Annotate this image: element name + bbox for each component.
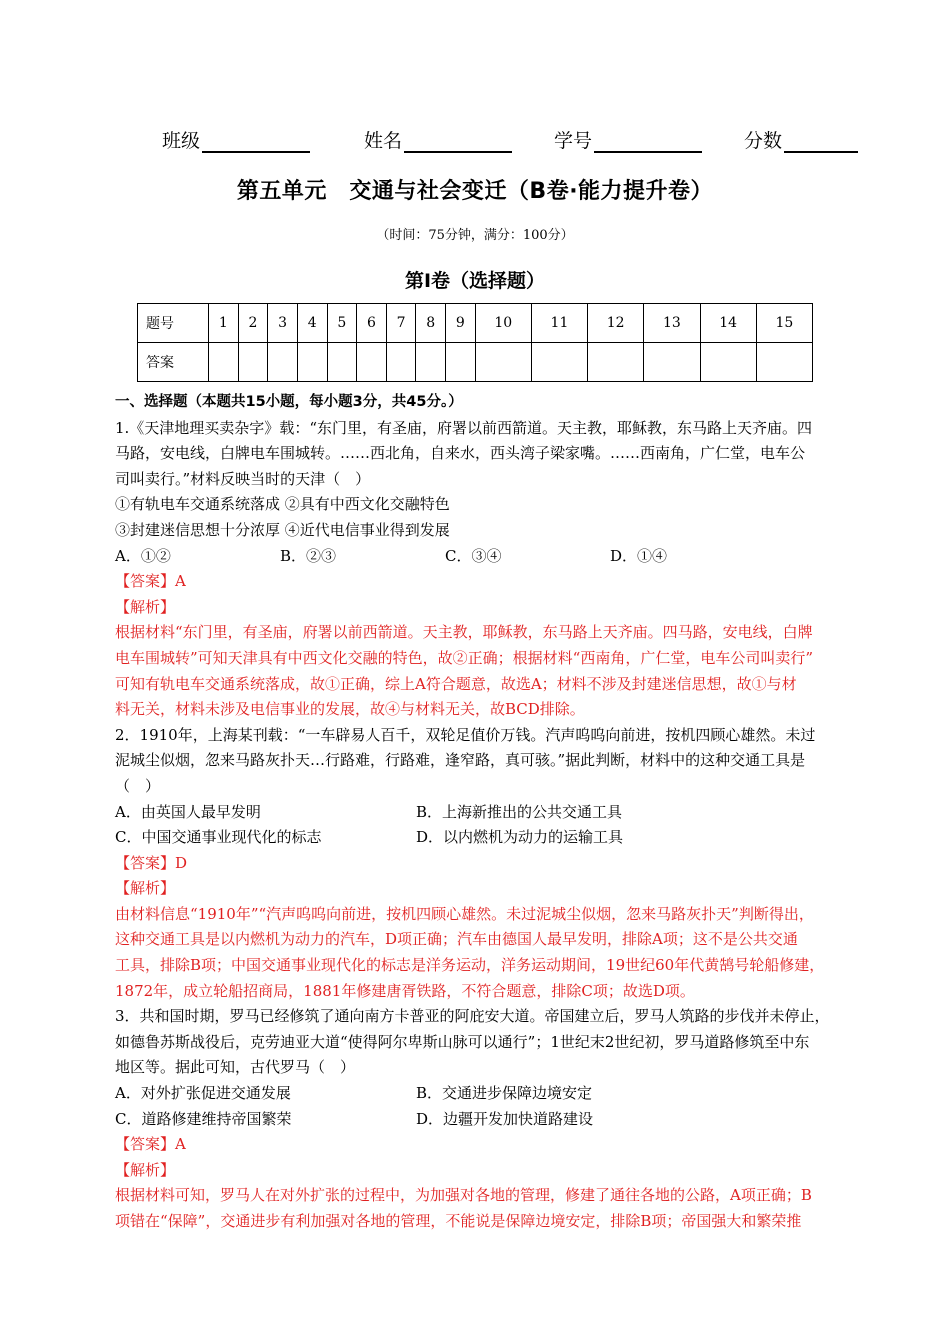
answer-cell[interactable] (700, 343, 756, 382)
option-c[interactable]: C．③④ (445, 546, 502, 565)
answer-options (115, 1107, 865, 1133)
analysis-line: 由材料信息“1910年”“汽声呜呜向前进，按机四顾心雄然。未过泥城尘似烟，忽来马路灰扑天”判断得出， (115, 904, 814, 923)
answer-cell[interactable] (644, 343, 700, 382)
option-a[interactable]: A．①② (115, 546, 171, 565)
answer-cell[interactable] (297, 343, 327, 382)
class-label: 班级 (162, 130, 201, 152)
question-number-cell: 8 (416, 304, 446, 343)
analysis-line: 根据材料“东门里，有圣庙，府署以前西箭道。天主教，耶稣教，东马路上天齐庙。四马路，安电线，白牌 (115, 623, 813, 642)
answer-key: 【答案】D (115, 853, 188, 872)
answer-cell[interactable] (209, 343, 239, 382)
question-number-cell: 6 (357, 304, 387, 343)
question-number-cell: 12 (588, 304, 644, 343)
question-number-cell: 5 (327, 304, 357, 343)
analysis-label: 【解析】 (115, 879, 176, 898)
answer-row (138, 343, 813, 382)
answer-options (115, 1081, 865, 1107)
statement-item: ③封建迷信思想十分浓厚 ④近代电信事业得到发展 (115, 520, 450, 539)
question-number-cell: 9 (446, 304, 476, 343)
option-b[interactable]: B．②③ (280, 546, 337, 565)
answer-cell[interactable] (756, 343, 812, 382)
answer-options (115, 800, 865, 826)
score-field[interactable] (744, 126, 858, 153)
question-2 (115, 723, 865, 1005)
answer-options (115, 825, 865, 851)
analysis-line: 这种交通工具是以内燃机为动力的汽车，D项正确；汽车由德国人最早发明，排除A项；这不是公共交通 (115, 930, 798, 949)
question-number-cell: 4 (297, 304, 327, 343)
analysis-label: 【解析】 (115, 597, 176, 616)
question-stem-line: 2．1910年，上海某刊载：“一车辟易人百千，双轮足值价万钱。汽声呜呜向前进，按机四顾心雄然。未过 (115, 725, 816, 744)
option-c[interactable]: C．中国交通事业现代化的标志 (115, 828, 322, 847)
answer-key: 【答案】A (115, 572, 186, 591)
question-stem-line: 泥城尘似烟，忽来马路灰扑天…行路难，行路难，逢窄路，真可骇。”据此判断，材料中的这种交通工具是 (115, 751, 806, 770)
question-number-row (138, 304, 813, 343)
question-number-cell: 7 (386, 304, 416, 343)
answer-cell[interactable] (475, 343, 531, 382)
answer-cell[interactable] (386, 343, 416, 382)
answer-row-label: 答案 (138, 343, 209, 382)
question-number-cell: 11 (531, 304, 587, 343)
score-label: 分数 (744, 130, 783, 152)
name-label: 姓名 (364, 130, 403, 152)
option-b[interactable]: B．交通进步保障边境安定 (416, 1084, 593, 1103)
question-1 (115, 416, 865, 723)
question-number-cell: 14 (700, 304, 756, 343)
question-stem-line: 司叫卖行。”材料反映当时的天津（ ） (115, 469, 371, 488)
analysis-line: 根据材料可知，罗马人在对外扩张的过程中，为加强对各地的管理，修建了通往各地的公路，A项正确；B (115, 1186, 812, 1205)
student-id-label: 学号 (554, 130, 593, 152)
part-heading: 一、选择题（本题共15小题，每小题3分，共45分。） (115, 394, 463, 410)
option-a[interactable]: A．对外扩张促进交通发展 (115, 1084, 291, 1103)
answer-cell[interactable] (357, 343, 387, 382)
analysis-line: 料无关，材料未涉及电信事业的发展，故④与材料无关，故BCD排除。 (115, 700, 585, 719)
question-stem-line: （ ） (115, 776, 161, 795)
answer-cell[interactable] (327, 343, 357, 382)
question-3 (115, 1004, 865, 1234)
answer-grid (137, 303, 813, 382)
page-title: 第五单元 交通与社会变迁（B卷·能力提升卷） (236, 179, 714, 204)
question-number-cell: 3 (268, 304, 298, 343)
option-b[interactable]: B．上海新推出的公共交通工具 (416, 802, 623, 821)
option-d[interactable]: D．以内燃机为动力的运输工具 (416, 828, 624, 847)
question-stem-line: 地区等。据此可知，古代罗马（ ） (115, 1058, 356, 1077)
analysis-line: 可知有轨电车交通系统落成，故①正确，综上A符合题意，故选A；材料不涉及封建迷信思想，故①与材 (115, 674, 797, 693)
answer-cell[interactable] (238, 343, 268, 382)
answer-cell[interactable] (531, 343, 587, 382)
analysis-label: 【解析】 (115, 1160, 176, 1179)
student-id-field[interactable] (554, 126, 702, 153)
question-number-cell: 15 (756, 304, 812, 343)
statement-item: ①有轨电车交通系统落成 ②具有中西文化交融特色 (115, 495, 450, 514)
name-field[interactable] (364, 126, 512, 153)
question-stem-line: 如德鲁苏斯战役后，克劳迪亚大道“使得阿尔卑斯山脉可以通行”；1世纪末2世纪初，罗马道路修筑至中东 (115, 1032, 810, 1051)
option-c[interactable]: C．道路修建维持帝国繁荣 (115, 1109, 292, 1128)
option-d[interactable]: D．①④ (610, 546, 668, 565)
questions-content (115, 390, 865, 1235)
question-number-cell: 13 (644, 304, 700, 343)
question-stem-line: 马路，安电线，白牌电车围城转。……西北角，自来水，西头湾子梁家嘴。……西南角，广仁堂，电车公 (115, 444, 806, 463)
analysis-line: 项错在“保障”，交通进步有利加强对各地的管理，不能说是保障边境安定，排除B项；帝国强大和繁荣推 (115, 1212, 802, 1230)
class-field[interactable] (162, 126, 310, 153)
exam-duration: （时间：75分钟，满分：100分） (376, 228, 574, 243)
question-stem-line: 1.《天津地理买卖杂字》载：“东门里，有圣庙，府署以前西箭道。天主教，耶稣教，东马路上天齐庙。四 (115, 418, 812, 437)
answer-key: 【答案】A (115, 1135, 186, 1154)
option-d[interactable]: D．边疆开发加快道路建设 (416, 1109, 594, 1128)
question-number-cell: 10 (475, 304, 531, 343)
answer-options (115, 544, 865, 570)
option-a[interactable]: A．由英国人最早发明 (115, 802, 261, 821)
question-number-cell: 1 (209, 304, 239, 343)
analysis-line: 1872年，成立轮船招商局，1881年修建唐胥铁路，不符合题意，排除C项；故选D项。 (115, 981, 695, 1000)
question-stem-line: 3．共和国时期，罗马已经修筑了通向南方卡普亚的阿庇安大道。帝国建立后，罗马人筑路的步伐并未停止， (115, 1007, 830, 1026)
question-number-cell: 2 (238, 304, 268, 343)
answer-cell[interactable] (268, 343, 298, 382)
analysis-line: 电车围城转”可知天津具有中西文化交融的特色，故②正确；根据材料“西南角，广仁堂，电车公司叫卖行” (115, 648, 814, 667)
analysis-line: 工具，排除B项；中国交通事业现代化的标志是洋务运动，洋务运动期间，19世纪60年代黄鹄号轮船修建， (115, 956, 825, 975)
section-title: 第Ⅰ卷（选择题） (404, 270, 546, 292)
answer-cell[interactable] (588, 343, 644, 382)
student-info-fields (162, 126, 872, 158)
answer-cell[interactable] (416, 343, 446, 382)
answer-cell[interactable] (446, 343, 476, 382)
question-number-label: 题号 (138, 304, 209, 343)
